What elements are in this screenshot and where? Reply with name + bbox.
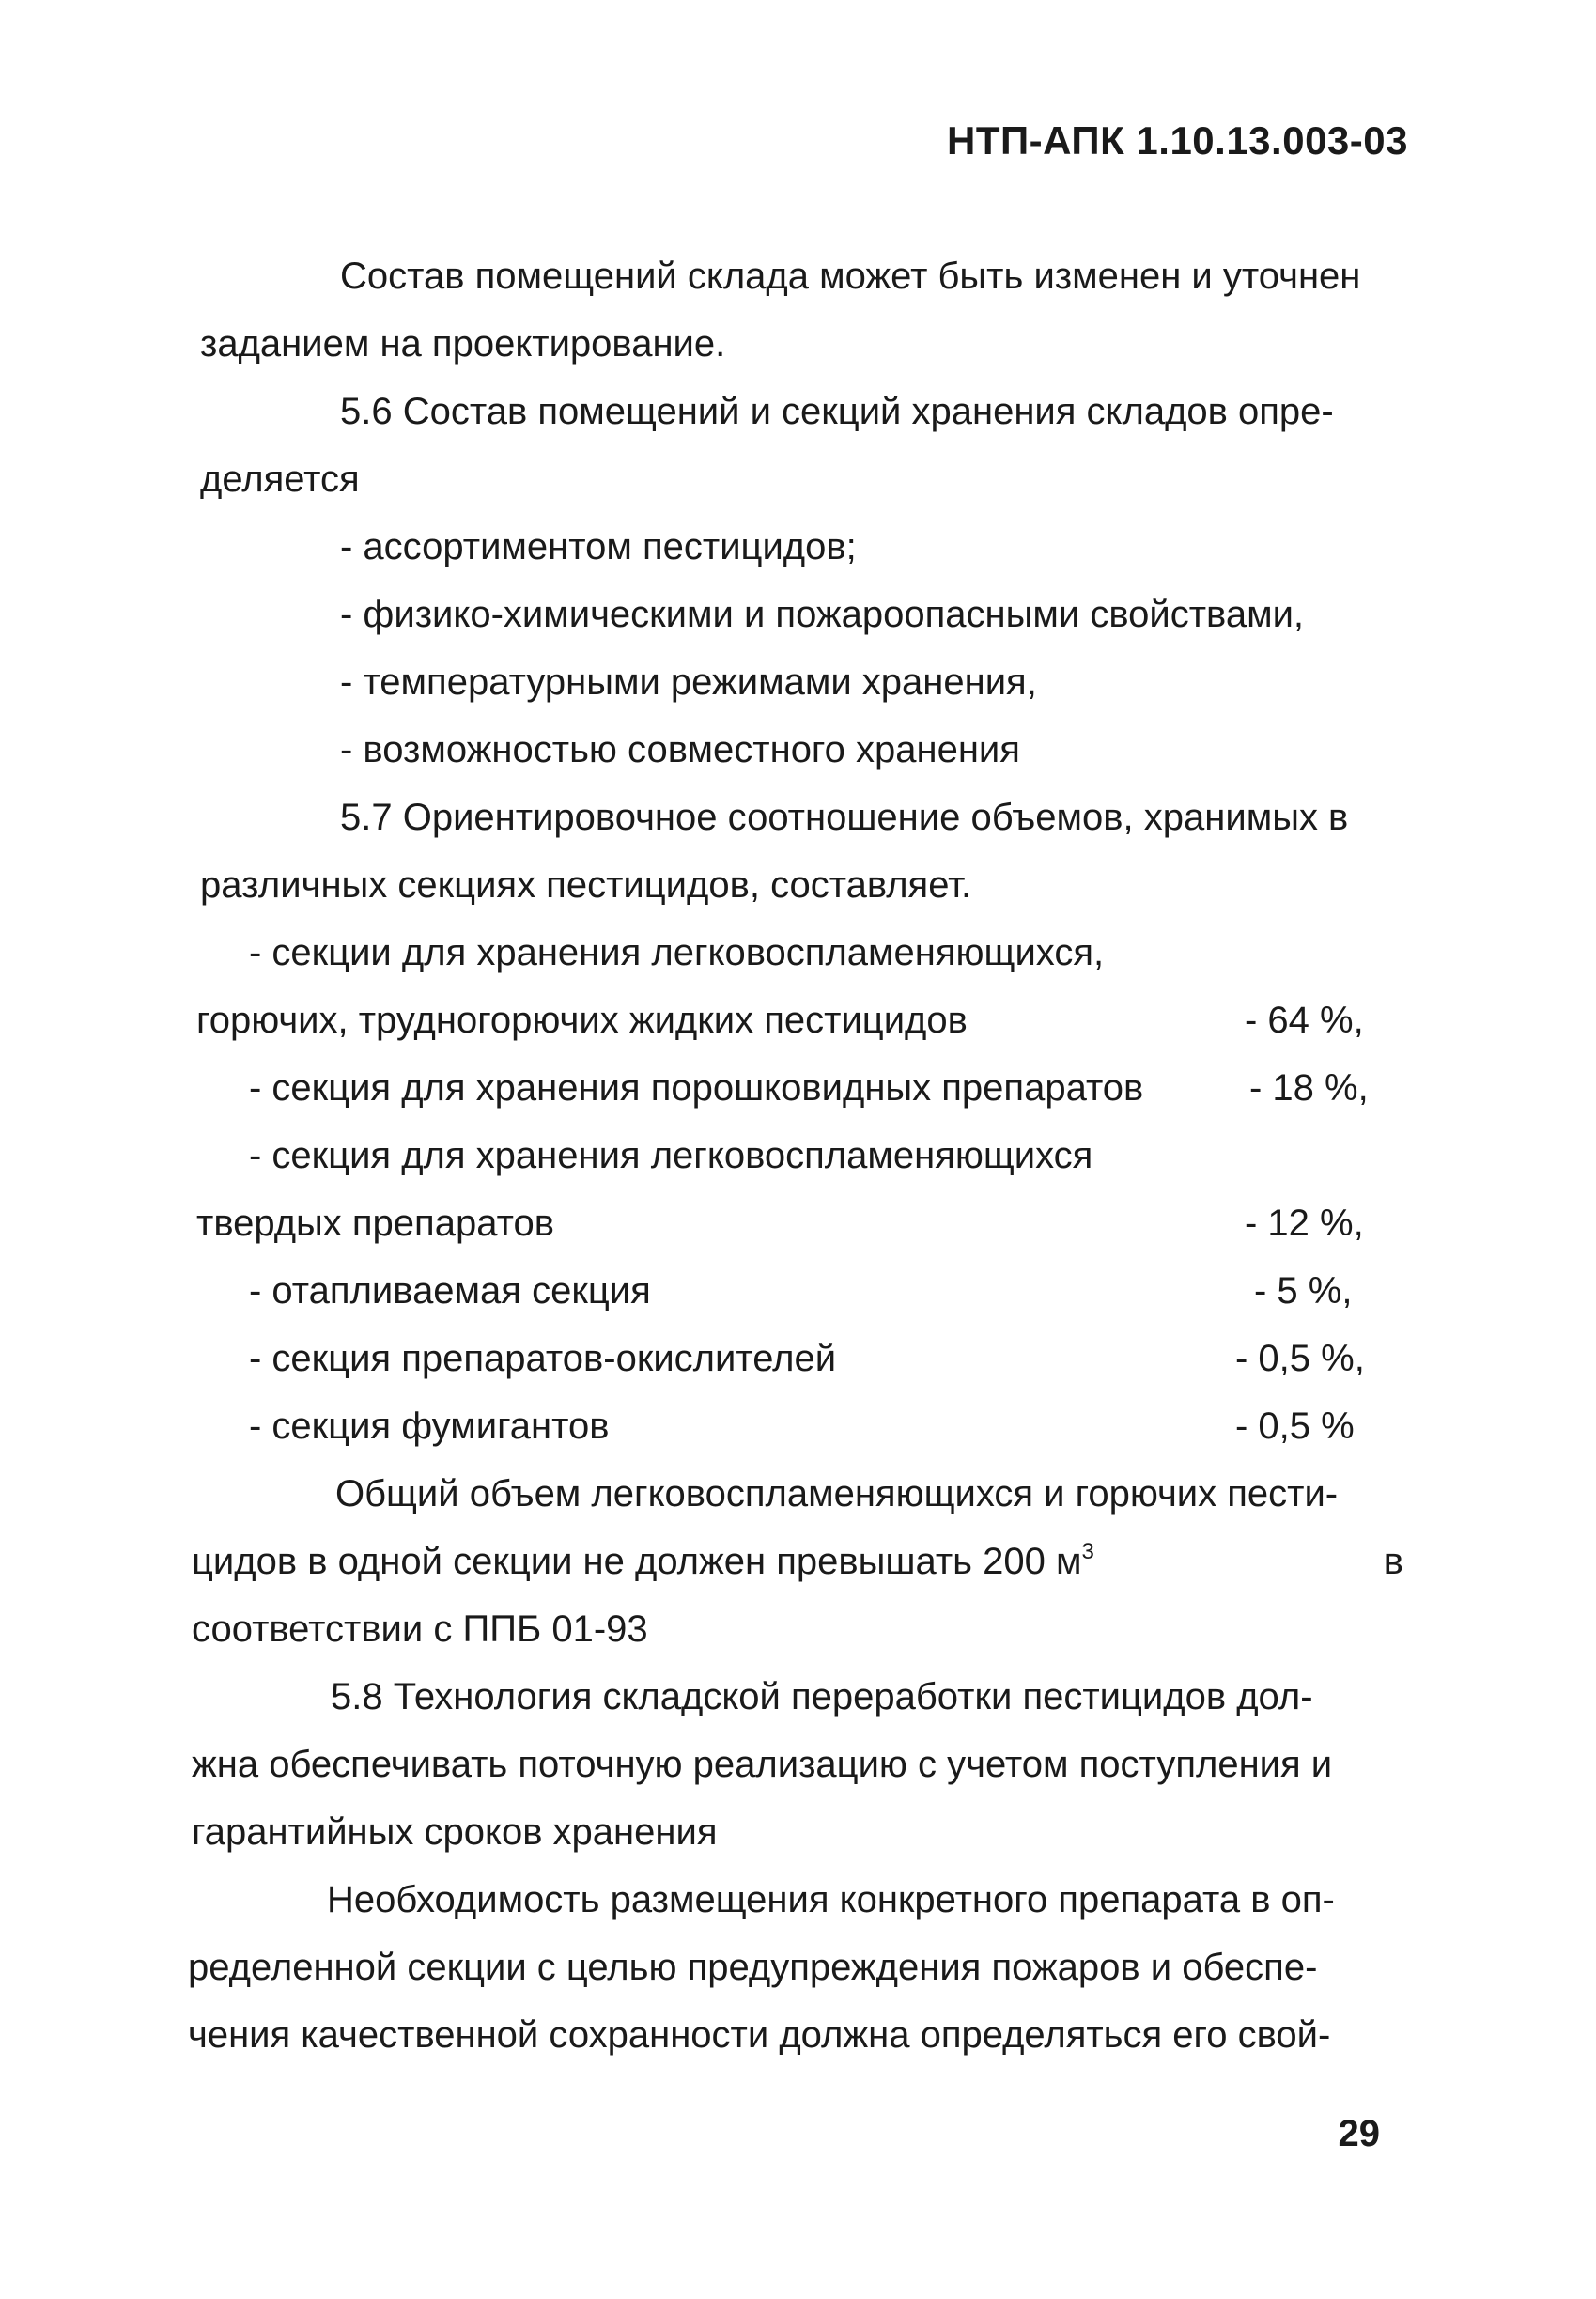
ratio-row-3-line-1: - секция для хранения легковоспламеняющихся xyxy=(249,1135,1093,1176)
ratio-row-5-value: - 0,5 %, xyxy=(1235,1338,1365,1379)
list-item: - физико-химическими и пожароопасными свойствами, xyxy=(340,594,1305,635)
document-code-header: НТП-АПК 1.10.13.003-03 xyxy=(946,118,1408,163)
list-item: - возможностью совместного хранения xyxy=(340,729,1020,770)
ratio-row-4-label: - отапливаемая секция xyxy=(249,1270,651,1312)
list-item: - температурными режимами хранения, xyxy=(340,661,1037,703)
ratio-row-2-label: - секция для хранения порошковидных препаратов xyxy=(249,1067,1144,1109)
volume-line-1: Общий объем легковоспламеняющихся и горючих пести- xyxy=(335,1473,1339,1515)
volume-line-3: соответствии с ППБ 01-93 xyxy=(192,1608,648,1650)
intro-line-2: заданием на проектирование. xyxy=(200,323,726,365)
ratio-row-3-value: - 12 %, xyxy=(1245,1203,1364,1244)
section-5-8-line-3: гарантийных сроков хранения xyxy=(192,1811,718,1853)
ratio-row-6-label: - секция фумигантов xyxy=(249,1406,610,1447)
ratio-row-4-value: - 5 %, xyxy=(1254,1270,1353,1312)
section-5-7-line-1: 5.7 Ориентировочное соотношение объемов, хранимых в xyxy=(340,797,1349,838)
volume-line-2-end: в xyxy=(1383,1541,1403,1582)
section-5-6-line-1: 5.6 Состав помещений и секций хранения складов опре- xyxy=(340,391,1334,432)
section-5-6-line-2: деляется xyxy=(200,458,360,500)
ratio-row-2-value: - 18 %, xyxy=(1249,1067,1369,1109)
ratio-row-1-line-2: горючих, трудногорючих жидких пестицидов xyxy=(196,1000,968,1041)
final-line-1: Необходимость размещения конкретного препарата в оп- xyxy=(327,1879,1335,1920)
final-line-3: чения качественной сохранности должна определяться его свой- xyxy=(188,2014,1331,2056)
section-5-8-line-2: жна обеспечивать поточную реализацию с учетом поступления и xyxy=(192,1744,1333,1785)
list-item: - ассортиментом пестицидов; xyxy=(340,526,857,567)
page-number: 29 xyxy=(1338,2113,1380,2154)
ratio-row-3-line-2: твердых препаратов xyxy=(196,1203,554,1244)
ratio-row-1-value: - 64 %, xyxy=(1245,1000,1364,1041)
ratio-row-6-value: - 0,5 % xyxy=(1235,1406,1355,1447)
section-5-8-line-1: 5.8 Технология складской переработки пестицидов дол- xyxy=(331,1676,1313,1717)
final-line-2: ределенной секции с целью предупреждения пожаров и обеспе- xyxy=(188,1947,1318,1988)
cubic-superscript: 3 xyxy=(1081,1539,1094,1564)
section-5-7-line-2: различных секциях пестицидов, составляет. xyxy=(200,864,972,906)
volume-line-2-text: цидов в одной секции не должен превышать 200 м xyxy=(192,1541,1082,1582)
intro-line-1: Состав помещений склада может быть изменен и уточнен xyxy=(340,256,1361,297)
volume-line-2 xyxy=(192,1539,1403,1584)
ratio-row-1-line-1: - секции для хранения легковоспламеняющихся, xyxy=(249,932,1105,973)
ratio-row-5-label: - секция препаратов-окислителей xyxy=(249,1338,837,1379)
